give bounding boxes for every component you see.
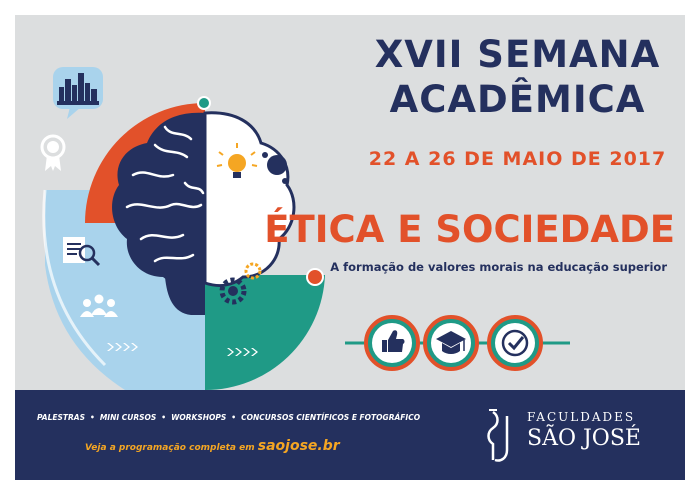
thumbs-up-icon [366,317,418,369]
event-item: CONCURSOS CIENTÍFICOS E FOTOGRÁFICO [241,413,421,422]
graduation-cap-icon [425,317,477,369]
event-date: 22 A 26 DE MAIO DE 2017 [368,148,667,170]
program-text: Veja a programação completa em [85,443,255,453]
event-list [37,413,420,422]
faculdades-logo [475,402,675,468]
theme-title: ÉTICA E SOCIEDADE [264,208,675,251]
city-skyline-icon [53,67,103,119]
art-area [15,15,685,390]
bullet: • [161,413,167,422]
event-item: PALESTRAS [37,413,86,422]
bullet: • [231,413,237,422]
logo-line1: FACULDADES [527,410,636,424]
award-ribbon-icon [42,136,64,171]
poster [15,15,685,480]
event-item: WORKSHOPS [171,413,227,422]
bullet: • [90,413,95,422]
theme-subtitle: A formação de valores morais na educação superior [330,260,667,274]
program-line [85,438,340,454]
event-title-line1: XVII SEMANA [374,33,661,76]
logo-line2: SÃO JOSÉ [527,426,641,451]
ink-splash [267,155,287,175]
footer [15,390,685,480]
program-link[interactable]: saojose.br [257,438,340,454]
event-title-line2: ACADÊMICA [389,78,646,121]
logo-mark-icon [479,406,523,466]
event-item: MINI CURSOS [99,413,157,422]
checkmark-icon [489,317,541,369]
